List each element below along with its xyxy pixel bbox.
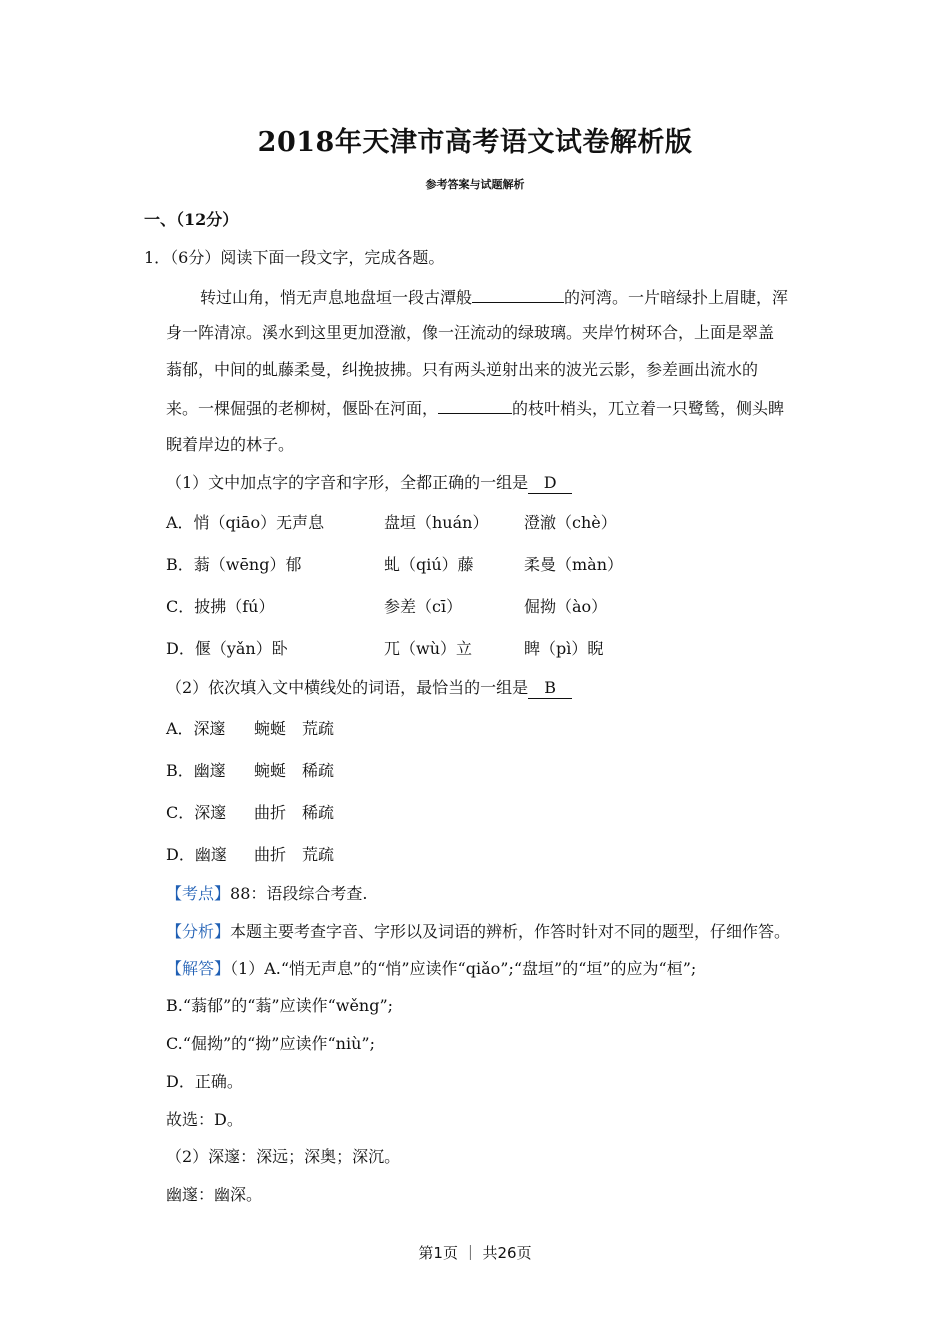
- sub1-option-c-2: 参差（cī）: [384, 597, 463, 616]
- page-footer: 第1页 ｜ 共26页: [418, 1244, 532, 1262]
- sub2-option-b-3: 稀疏: [302, 761, 335, 780]
- passage-line-2: 身一阵清凉。溪水到这里更加澄澈，像一汪流动的绿玻璃。夹岸竹树环合，上面是翠盖: [166, 323, 775, 342]
- sub1-option-a-2: 盘垣（huán）: [384, 513, 489, 532]
- fill-blank-1: [472, 286, 564, 303]
- sub2-option-b-2: 蜿蜒: [254, 761, 287, 780]
- fill-blank-2: [438, 397, 512, 414]
- sub-question-2-stem: （2）依次填入文中横线处的词语，最恰当的一组是: [166, 678, 529, 697]
- analysis-line-d: D．正确。: [166, 1072, 243, 1091]
- sub2-option-c-3: 稀疏: [302, 803, 335, 822]
- sub2-option-a-2: 蜿蜒: [254, 719, 287, 738]
- sub2-option-a: A．深邃: [166, 719, 226, 738]
- analysis-line-c: C.“倔拗”的“拗”应读作“niù”;: [166, 1034, 375, 1053]
- passage-line-1: [200, 286, 788, 308]
- analysis-line-b: B.“蓊郁”的“蓊”应读作“wěng”;: [166, 996, 394, 1015]
- sub1-option-d-3: 睥（pì）睨: [524, 639, 604, 658]
- passage-line-3: 蓊郁，中间的虬藤柔曼，纠挽披拂。只有两头逆射出来的波光云影，参差画出流水的: [166, 360, 759, 379]
- jieda-tag: 【解答】: [166, 959, 231, 978]
- passage-line-4a: 来。一棵倔强的老柳树，偃卧在河面，: [166, 399, 439, 418]
- sub2-option-d-3: 荒疏: [302, 845, 335, 864]
- page-subtitle: 参考答案与试题解析: [425, 178, 525, 191]
- analysis-kaodian: [166, 884, 367, 904]
- sub2-option-d: D．幽邃: [166, 845, 227, 864]
- sub1-option-c: C．披拂（fú）: [166, 597, 275, 616]
- sub1-option-b: B．蓊（wēng）郁: [166, 555, 302, 574]
- jieda-text: （1）A.“悄无声息”的“悄”应读作“qiǎo”;“盘垣”的“垣”的应为“桓”;: [230, 959, 697, 978]
- passage-line-5: 睨着岸边的林子。: [166, 435, 295, 454]
- sub1-option-a-3: 澄澈（chè）: [524, 513, 617, 532]
- sub2-option-c-2: 曲折: [254, 803, 287, 822]
- sub2-option-c: C．深邃: [166, 803, 227, 822]
- sub2-option-b: B．幽邃: [166, 761, 226, 780]
- analysis-jieda: [166, 959, 696, 979]
- passage-line-4: [166, 397, 784, 419]
- section-heading: 一、（12分）: [144, 210, 239, 229]
- kaodian-tag: 【考点】: [166, 884, 231, 903]
- fenxi-tag: 【分析】: [166, 922, 231, 941]
- sub-question-1-answer: D: [528, 473, 572, 494]
- analysis-sub2-line-1: （2）深邃：深远；深奥；深沉。: [166, 1147, 401, 1166]
- sub2-option-a-3: 荒疏: [302, 719, 335, 738]
- analysis-sub2-line-2: 幽邃：幽深。: [166, 1185, 263, 1204]
- analysis-choice: 故选：D。: [166, 1110, 243, 1129]
- sub1-option-c-3: 倔拗（ào）: [524, 597, 608, 616]
- sub2-option-d-2: 曲折: [254, 845, 287, 864]
- passage-line-1a: 转过山角，悄无声息地盘垣一段古潭般: [200, 288, 473, 307]
- sub-question-2-answer: B: [528, 678, 572, 699]
- sub-question-1: [166, 473, 572, 494]
- passage-line-4b: 的枝叶梢头，兀立着一只鹭鸶，侧头睥: [512, 399, 785, 418]
- page-title: 2018年天津市高考语文试卷解析版: [257, 127, 693, 158]
- fenxi-text: 本题主要考查字音、字形以及词语的辨析，作答时针对不同的题型，仔细作答。: [230, 922, 791, 941]
- sub-question-2: [166, 678, 572, 699]
- sub1-option-b-2: 虬（qiú）藤: [384, 555, 474, 574]
- sub1-option-b-3: 柔曼（màn）: [524, 555, 624, 574]
- sub-question-1-stem: （1）文中加点字的字音和字形，全都正确的一组是: [166, 473, 529, 492]
- sub1-option-d: D．偃（yǎn）卧: [166, 639, 288, 658]
- analysis-fenxi: [166, 922, 790, 942]
- passage-line-1b: 的河湾。一片暗绿扑上眉睫，浑: [564, 288, 789, 307]
- kaodian-text: 88：语段综合考查.: [230, 884, 368, 903]
- question-stem: 1．（6分）阅读下面一段文字，完成各题。: [144, 248, 445, 267]
- sub1-option-a: A．悄（qiāo）无声息: [166, 513, 325, 532]
- sub1-option-d-2: 兀（wù）立: [384, 639, 473, 658]
